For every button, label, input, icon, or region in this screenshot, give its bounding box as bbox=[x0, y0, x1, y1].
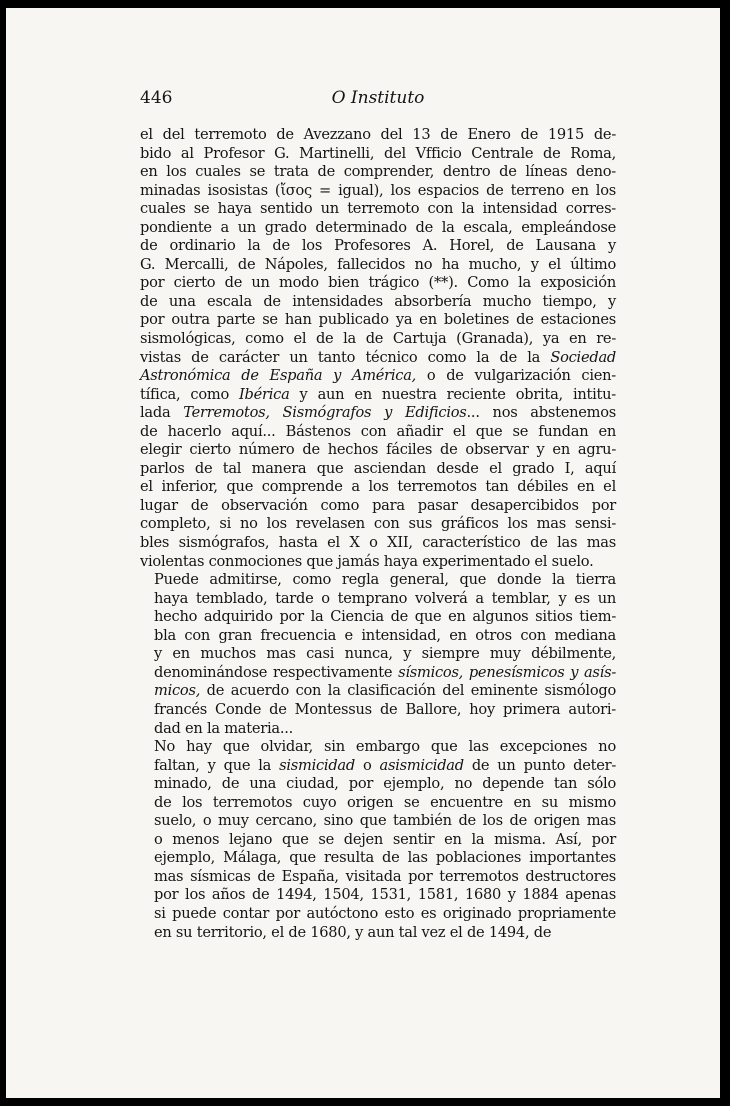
text-run: minado, de una ciudad, por ejemplo, no depende tan sólo bbox=[154, 775, 616, 793]
italic-text: Sociedad bbox=[550, 348, 616, 366]
text-line bbox=[140, 812, 616, 831]
text-line bbox=[140, 182, 616, 201]
text-run: de acuerdo con la clasificación del eminente sismólogo bbox=[200, 682, 616, 700]
italic-text: sismicidad bbox=[279, 756, 355, 774]
text-run: o de vulgarización cien- bbox=[416, 367, 616, 385]
text-run: sismológicas, como el de la de Cartuja (Granada), ya en re- bbox=[140, 330, 616, 348]
paragraph bbox=[140, 126, 616, 571]
text-run: el inferior, que comprende a los terremotos tan débiles en el bbox=[140, 478, 616, 496]
text-run: parlos de tal manera que asciendan desde el grado I, aquí bbox=[140, 459, 616, 477]
text-line bbox=[140, 237, 616, 256]
text-run: y aun en nuestra reciente obrita, intitu- bbox=[289, 385, 616, 403]
text-line bbox=[140, 145, 616, 164]
text-run: completo, si no los revelasen con sus gráficos los mas sensi- bbox=[140, 515, 616, 533]
text-line bbox=[140, 219, 616, 238]
text-run: o menos lejano que se dejen sentir en la misma. Así, por bbox=[154, 830, 616, 848]
text-line bbox=[140, 701, 616, 720]
text-run: suelo, o muy cercano, sino que también de los de origen mas bbox=[154, 812, 616, 830]
text-line bbox=[140, 608, 616, 627]
text-line bbox=[140, 645, 616, 664]
text-line bbox=[140, 293, 616, 312]
text-line bbox=[140, 831, 616, 850]
text-line bbox=[140, 886, 616, 905]
text-line bbox=[140, 794, 616, 813]
text-run: en los cuales se trata de comprender, dentro de líneas deno- bbox=[140, 163, 616, 181]
text-run: vistas de carácter un tanto técnico como la de la bbox=[140, 348, 551, 366]
text-run: elegir cierto número de hechos fáciles de observar y en agru- bbox=[140, 441, 616, 459]
text-line bbox=[140, 775, 616, 794]
text-run: ejemplo, Málaga, que resulta de las poblaciones importantes bbox=[154, 849, 616, 867]
text-run: faltan, y que la bbox=[154, 756, 280, 774]
text-run: si puede contar por autóctono esto es originado propriamente bbox=[154, 904, 616, 922]
page-number: 446 bbox=[140, 88, 173, 108]
text-run: violentas conmociones que jamás haya experimentado el suelo. bbox=[140, 552, 594, 570]
text-run: Puede admitirse, como regla general, que donde la tierra bbox=[154, 571, 616, 589]
text-line bbox=[140, 534, 616, 553]
text-line bbox=[140, 627, 616, 646]
text-run: de una escala de intensidades absorbería mucho tiempo, y bbox=[140, 292, 616, 310]
text-line bbox=[140, 330, 616, 349]
text-run: por los años de 1494, 1504, 1531, 1581, 1680 y 1884 apenas bbox=[154, 886, 616, 904]
text-line bbox=[140, 720, 616, 739]
text-run: G. Mercalli, de Nápoles, fallecidos no ha mucho, y el último bbox=[140, 255, 616, 273]
text-run: bles sismógrafos, hasta el X o XII, característico de las mas bbox=[140, 534, 616, 552]
text-line bbox=[140, 200, 616, 219]
text-line bbox=[140, 404, 616, 423]
italic-text: Ibérica bbox=[239, 385, 290, 403]
text-line bbox=[140, 274, 616, 293]
text-run: francés Conde de Montessus de Ballore, hoy primera autori- bbox=[154, 700, 616, 718]
running-title: O Instituto bbox=[331, 88, 425, 108]
italic-text: Terremotos, Sismógrafos y Edificios bbox=[183, 404, 467, 422]
text-run: pondiente a un grado determinado de la escala, empleándose bbox=[140, 218, 616, 236]
text-run: por outra parte se han publicado ya en boletines de estaciones bbox=[140, 311, 616, 329]
italic-text: sísmicos, penesísmicos y asís- bbox=[398, 663, 617, 681]
text-run: hecho adquirido por la Ciencia de que en algunos sitios tiem- bbox=[154, 608, 616, 626]
text-line bbox=[140, 311, 616, 330]
text-run: de hacerlo aquí... Bástenos con añadir el que se fundan en bbox=[140, 422, 616, 440]
text-run: de un punto deter- bbox=[463, 756, 616, 774]
text-run: de ordinario la de los Profesores A. Horel, de Lausana y bbox=[140, 237, 616, 255]
text-line bbox=[140, 349, 616, 368]
italic-text: asismicidad bbox=[379, 756, 464, 774]
text-line bbox=[140, 924, 616, 943]
text-line bbox=[140, 423, 616, 442]
text-run: haya temblado, tarde o temprano volverá a temblar, y es un bbox=[154, 589, 616, 607]
text-line bbox=[140, 441, 616, 460]
text-run: o bbox=[354, 756, 380, 774]
text-line bbox=[140, 367, 616, 386]
text-line bbox=[140, 757, 616, 776]
text-line bbox=[140, 386, 616, 405]
text-line bbox=[140, 905, 616, 924]
text-line bbox=[140, 256, 616, 275]
text-line bbox=[140, 849, 616, 868]
text-run: bido al Profesor G. Martinelli, del Vfficio Centrale de Roma, bbox=[140, 144, 616, 162]
text-run: lugar de observación como para pasar desapercibidos por bbox=[140, 496, 616, 514]
italic-text: Astronómica de España y América, bbox=[140, 367, 417, 385]
text-line bbox=[140, 497, 616, 516]
page-header bbox=[140, 88, 616, 112]
text-run: denominándose respectivamente bbox=[154, 663, 399, 681]
text-line bbox=[140, 553, 616, 572]
paragraph bbox=[140, 738, 616, 942]
text-line bbox=[140, 868, 616, 887]
text-line bbox=[140, 515, 616, 534]
paragraph bbox=[140, 571, 616, 738]
text-run: lada bbox=[140, 404, 184, 422]
text-run: de los terremotos cuyo origen se encuentre en su mismo bbox=[154, 793, 616, 811]
text-line bbox=[140, 664, 616, 683]
text-line bbox=[140, 682, 616, 701]
text-line bbox=[140, 460, 616, 479]
text-run: dad en la materia... bbox=[154, 719, 294, 737]
italic-text: micos, bbox=[154, 682, 201, 700]
text-line bbox=[140, 478, 616, 497]
text-run: ... nos abstenemos bbox=[466, 404, 616, 422]
text-line bbox=[140, 571, 616, 590]
text-run: tífica, como bbox=[140, 385, 240, 403]
text-run: el del terremoto de Avezzano del 13 de Enero de 1915 de- bbox=[140, 126, 616, 143]
text-line bbox=[140, 126, 616, 145]
text-run: mas sísmicas de España, visitada por terremotos destructores bbox=[154, 867, 616, 885]
text-line bbox=[140, 163, 616, 182]
text-run: en su territorio, el de 1680, y aun tal vez el de 1494, de bbox=[154, 923, 552, 941]
text-run: cuales se haya sentido un terremoto con la intensidad corres- bbox=[140, 200, 616, 218]
text-line bbox=[140, 590, 616, 609]
text-run: por cierto de un modo bien trágico (**). Como la exposición bbox=[140, 274, 616, 292]
text-line bbox=[140, 738, 616, 757]
body-text bbox=[140, 126, 616, 942]
text-run: minadas isosistas (ἴσος = igual), los espacios de terreno en los bbox=[140, 181, 616, 199]
text-run: y en muchos mas casi nunca, y siempre muy débilmente, bbox=[154, 645, 616, 663]
text-run: No hay que olvidar, sin embargo que las excepciones no bbox=[154, 738, 616, 756]
text-run: bla con gran frecuencia e intensidad, en otros con mediana bbox=[154, 626, 616, 644]
